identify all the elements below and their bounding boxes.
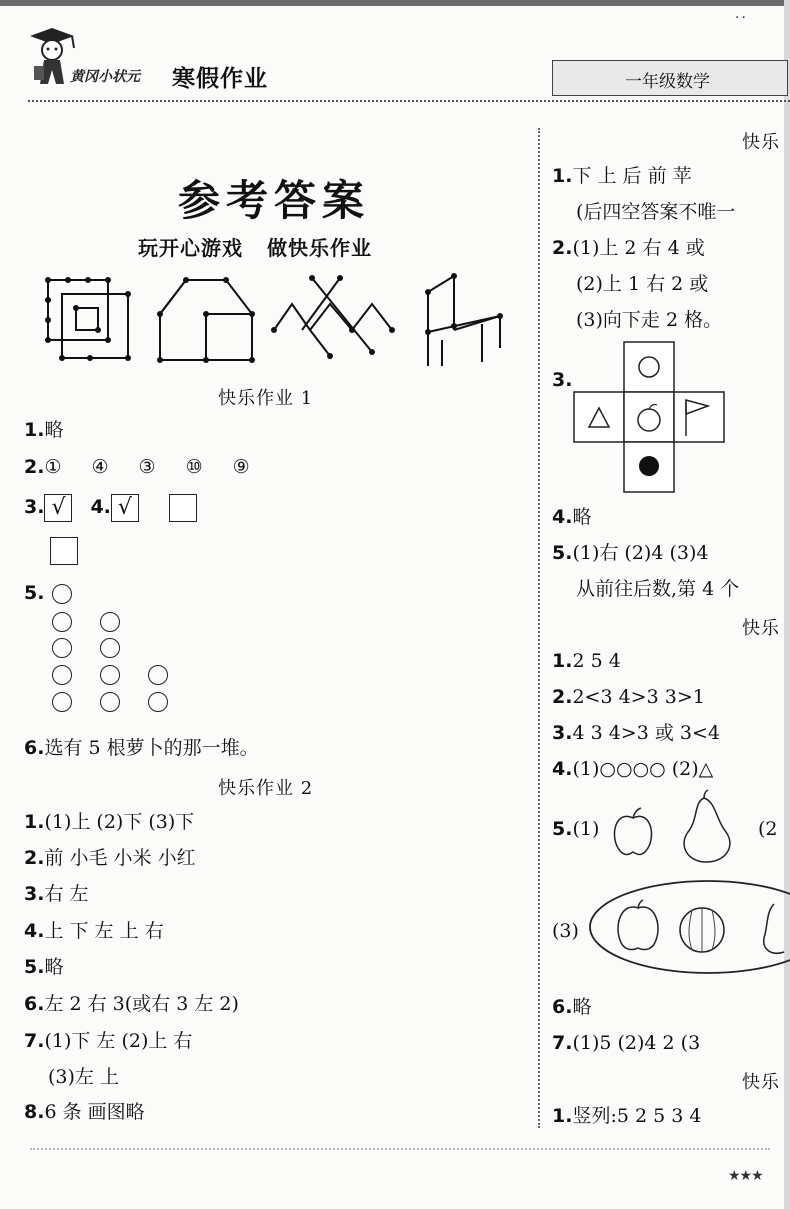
answer-a-3-label: 3. <box>552 369 573 391</box>
brand-name: 黄冈小状元 <box>70 69 140 85</box>
fruit-plate-illustration <box>588 878 788 976</box>
section-title-c: 快乐 <box>742 1072 780 1093</box>
answer-b-4: 4.(1)○○○○ (2)△ <box>552 758 714 780</box>
subtitle-right: 做快乐作业 <box>267 236 372 260</box>
answer-b-1: 1.2 5 4 <box>552 650 621 672</box>
subtitle-left: 玩开心游戏 <box>138 236 243 260</box>
circle-icon <box>100 692 120 712</box>
series-title: 寒假作业 <box>172 66 268 92</box>
circle-icon <box>148 665 168 685</box>
answer-b-6: 6.略 <box>552 996 592 1018</box>
answer-2-1: 1.(1)上 (2)下 (3)下 <box>24 811 195 833</box>
grade-label: 一年级数学 <box>625 72 710 92</box>
apple-icon <box>608 804 658 860</box>
answer-b-2: 2.2<3 4>3 3>1 <box>552 686 705 708</box>
answer-c-1: 1.竖列:5 2 5 3 4 <box>552 1105 702 1127</box>
grade-label-box <box>552 60 788 96</box>
right-edge-shadow <box>784 0 790 1209</box>
checkbox-checked: √ <box>44 494 72 522</box>
circle-icon <box>52 665 72 685</box>
checkbox-empty <box>169 494 197 522</box>
answer-2-7-cont: (3)左 上 <box>48 1066 119 1088</box>
circle-icon <box>100 665 120 685</box>
header-divider <box>28 100 790 102</box>
checkbox-checked: √ <box>111 494 139 522</box>
answer-1-1: 1.略 <box>24 419 64 441</box>
top-mark: ·· <box>735 10 748 26</box>
cube-net-diagram <box>574 342 724 492</box>
answer-1-2: 2.① ④ ③ ⑩ ⑨ <box>24 456 250 478</box>
section-title-b: 快乐 <box>742 618 780 639</box>
answer-a-2-cont2: (3)向下走 2 格。 <box>576 309 723 331</box>
answer-b-5-3-label: (3) <box>552 920 579 942</box>
circle-icon <box>100 612 120 632</box>
puzzle-figures-illustration <box>40 268 520 368</box>
circle-icon <box>52 638 72 658</box>
circle-icon <box>148 692 168 712</box>
top-border <box>0 0 790 6</box>
answer-a-5: 5.(1)右 (2)4 (3)4 <box>552 542 709 564</box>
answer-b-3: 3.4 3 4>3 或 3<4 <box>552 722 720 744</box>
answer-2-6: 6.左 2 右 3(或右 3 左 2) <box>24 993 239 1015</box>
answer-1-5-label: 5. <box>24 582 45 604</box>
column-divider <box>538 128 540 1128</box>
answer-a-1: 1.下 上 后 前 苹 <box>552 165 692 187</box>
answer-b-5: 5.(1) <box>552 818 600 840</box>
answer-2-2: 2.前 小毛 小米 小红 <box>24 847 196 869</box>
answer-2-8: 8.6 条 画图略 <box>24 1101 145 1123</box>
answer-a-5-cont: 从前往后数,第 4 个 <box>576 578 740 600</box>
answer-a-1-cont: (后四空答案不唯一 <box>576 201 736 223</box>
circle-icon <box>52 612 72 632</box>
page-header <box>0 10 790 102</box>
answer-2-5: 5.略 <box>24 956 64 978</box>
page-title: 参考答案 <box>178 176 371 225</box>
answer-a-2: 2.(1)上 2 右 4 或 <box>552 237 705 259</box>
footer-divider <box>30 1148 770 1150</box>
answer-1-3-4: 3. √ 4. √ <box>24 494 197 522</box>
answer-1-6: 6.选有 5 根萝卜的那一堆。 <box>24 737 259 759</box>
answer-1-4-extra <box>50 537 78 565</box>
checkbox-empty <box>50 537 78 565</box>
answer-2-3: 3.右 左 <box>24 883 89 905</box>
section-title-a: 快乐 <box>742 132 780 153</box>
pear-icon <box>676 790 738 864</box>
circle-icon <box>52 584 72 604</box>
answer-2-7: 7.(1)下 左 (2)上 右 <box>24 1030 193 1052</box>
circle-icon <box>52 692 72 712</box>
circle-icon <box>100 638 120 658</box>
answer-a-2-cont: (2)上 1 右 2 或 <box>576 273 709 295</box>
page-subtitle <box>138 232 372 261</box>
section-title-1: 快乐作业 1 <box>218 388 314 409</box>
answer-a-4: 4.略 <box>552 506 592 528</box>
star-rating-icon: ★★★ <box>728 1168 763 1184</box>
answer-b-5-part2: (2 <box>758 818 778 840</box>
section-title-2: 快乐作业 2 <box>218 778 314 799</box>
answer-2-4: 4.上 下 左 上 右 <box>24 920 164 942</box>
answer-b-7: 7.(1)5 (2)4 2 (3 <box>552 1032 701 1054</box>
